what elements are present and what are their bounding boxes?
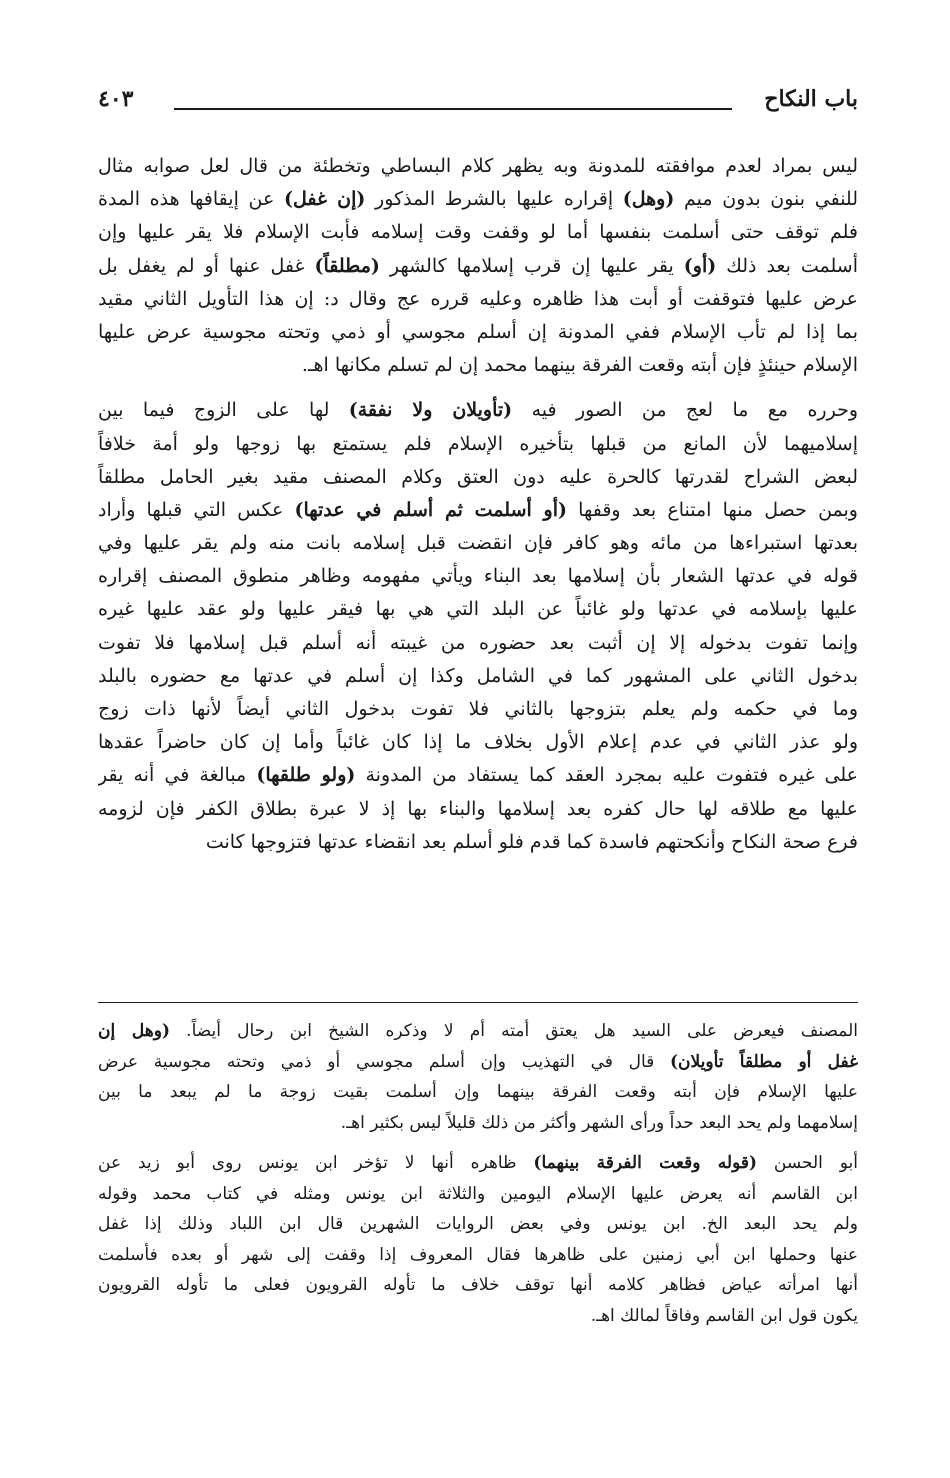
text-run: المصنف فيعرض على السيد هل يعتق أمته أم لا وذكره الشيخ ابن رحال أيضاً. bbox=[170, 1021, 858, 1041]
footnote-separator bbox=[98, 1002, 858, 1003]
text-run: عليها الإسلام فإن أبته وقعت الفرقة بينهما وإن أسلمت بقيت زوجة ما لم يبعد ما بين bbox=[98, 1082, 858, 1102]
text-line bbox=[98, 461, 858, 494]
text-run: بما إذا لم تأب الإسلام ففي المدونة إن أسلم مجوسي أو ذمي وتحته مجوسية عرض عليها bbox=[98, 320, 858, 343]
chapter-title: باب النكاح bbox=[764, 86, 858, 112]
bold-term: (ولو طلقها) bbox=[256, 764, 356, 787]
page-header bbox=[98, 84, 858, 124]
text-line bbox=[98, 150, 858, 183]
text-run: بعدتها استبراءها من مائه وهو كافر فإن انقضت قبل إسلامه بانت منه ولم يقر عليها وفي bbox=[98, 532, 858, 555]
bold-term: (إن غفل) bbox=[283, 188, 366, 211]
text-run: قوله في عدتها الشعار بأن إسلامها بعد البناء ويأتي مفهومه وظاهر منطوق المصنف إقراره bbox=[98, 565, 858, 588]
text-line bbox=[98, 759, 858, 792]
text-run: عنها وحملها ابن أبي زمنين على ظاهرها فقال المعروف إذا وقفت إلى شهر أو بعده فأسلمت bbox=[98, 1244, 858, 1265]
page-number: ٤٠٣ bbox=[98, 86, 134, 112]
footnote-line bbox=[98, 1016, 858, 1047]
text-run: إسلامهما ولم يحد البعد حداً ورأى الشهر وأكثر من ذلك قليلاً ليس بكثير اهـ. bbox=[340, 1112, 858, 1133]
text-run: قال في التهذيب وإن أسلم مجوسي أو ذمي وتحته مجوسية عرض bbox=[98, 1051, 671, 1072]
text-line bbox=[98, 349, 858, 382]
text-line bbox=[98, 283, 858, 316]
text-line bbox=[98, 793, 858, 826]
footnote-line bbox=[98, 1209, 858, 1240]
text-run: فلم توقف حتى أسلمت بنفسها أما لو وقفت وقت إسلامه فأبت الإسلام فلا يقر عليها وإن bbox=[98, 221, 858, 244]
text-run: وما في حكمه ولم يعلم بتزوجها بالثاني فلا تفوت بدخول الثاني أيضاً لأنها ذات زوج bbox=[98, 698, 858, 720]
text-run: إقراره عليها بالشرط المذكور bbox=[365, 188, 623, 211]
text-line bbox=[98, 560, 858, 593]
text-run: يكون قول ابن القاسم وفاقاً لمالك اهـ. bbox=[590, 1305, 858, 1326]
text-run: ابن القاسم أنه يعرض عليها الإسلام اليومين والثلاثة ابن يونس ومثله في كتاب محمد وقوله bbox=[98, 1183, 858, 1204]
footnote-line bbox=[98, 1148, 858, 1179]
text-line bbox=[98, 250, 858, 283]
text-run: عكس التي قبلها وأراد bbox=[98, 498, 295, 521]
bold-term: (تأويلان ولا نفقة) bbox=[348, 399, 513, 422]
text-line bbox=[98, 428, 858, 461]
footnote-line bbox=[98, 1301, 858, 1332]
text-line bbox=[98, 494, 858, 527]
text-run: ظاهره أنها لا تؤخر ابن يونس روى أبو زيد عن bbox=[98, 1153, 534, 1173]
footnote-line bbox=[98, 1108, 858, 1139]
text-line bbox=[98, 593, 858, 626]
main-text bbox=[98, 150, 858, 859]
text-run: وحرره مع ما لعج من الصور فيه bbox=[512, 399, 858, 422]
text-line bbox=[98, 527, 858, 560]
footnote-line bbox=[98, 1270, 858, 1301]
text-line bbox=[98, 216, 858, 249]
text-run: لها على الزوج فيما بين bbox=[98, 399, 349, 422]
header-rule bbox=[174, 108, 732, 110]
text-run: عن إيقافها هذه المدة bbox=[98, 188, 284, 211]
text-run: عليها مع طلاقه لها حال كفره بعد إسلامها والبناء بها إذ لا عبرة بطلاق الكفر فإن لزومه bbox=[98, 797, 858, 820]
text-line bbox=[98, 316, 858, 349]
text-run: يقر عليها إن قرب إسلامها كالشهر bbox=[379, 254, 684, 277]
text-run: إسلاميهما لأن المانع من قبلها بتأخيره الإسلام فلم يستمتع بها زوجها ولو أمة خلافاً bbox=[98, 432, 858, 455]
footnote-line bbox=[98, 1077, 858, 1108]
text-run: على غيره فتفوت عليه بمجرد العقد كما يستفاد من المدونة bbox=[355, 764, 858, 787]
text-run: مبالغة في أنه يقر bbox=[98, 764, 257, 787]
footnote-line bbox=[98, 1047, 858, 1078]
text-run: للنفي بنون بدون ميم bbox=[674, 188, 858, 211]
bold-term: (أو أسلمت ثم أسلم في عدتها) bbox=[294, 498, 567, 521]
text-run: أبو الحسن bbox=[757, 1153, 858, 1173]
text-line bbox=[98, 826, 858, 859]
text-run: ولم يحد البعد الخ. ابن يونس وفي بعض الروايات الشهرين قال ابن اللباد وذلك إذا غفل bbox=[98, 1214, 858, 1234]
footnotes bbox=[98, 1016, 858, 1331]
text-run: عرض عليها فتوقفت أو أبت هذا ظاهره وعليه قرره عج وقال د: إن هذا التأويل الثاني مقيد bbox=[98, 287, 858, 310]
text-line bbox=[98, 183, 858, 216]
footnote-line bbox=[98, 1240, 858, 1271]
text-line bbox=[98, 394, 858, 427]
text-run: لبعض الشراح لقدرتها كالحرة عليه دون العتق وكلام المصنف مقيد بغير الحامل مطلقاً bbox=[98, 465, 858, 488]
text-run: وإنما تفوت بدخوله إلا إن أثبت بعد حضوره من غيبته أنه أسلم قبل إسلامها فلا تفوت bbox=[98, 631, 858, 654]
footnote-paragraph bbox=[98, 1148, 858, 1331]
text-run: أسلمت بعد ذلك bbox=[716, 254, 858, 277]
bold-term: (وهل إن bbox=[98, 1021, 170, 1041]
footnote-line bbox=[98, 1179, 858, 1210]
text-line bbox=[98, 660, 858, 693]
text-run: الإسلام حينئذٍ فإن أبته وقعت الفرقة بينهما محمد إن لم تسلم مكانها اهـ. bbox=[301, 354, 858, 377]
footnote-paragraph bbox=[98, 1016, 858, 1138]
text-run: ليس بمراد لعدم موافقته للمدونة وبه يظهر كلام البساطي وتخطئة من قال لعل صوابه مثال bbox=[98, 155, 858, 177]
text-line bbox=[98, 726, 858, 759]
bold-term: (أو) bbox=[683, 254, 717, 277]
text-run: عليها بإسلامه في عدتها ولو غائباً عن البلد التي هي بها فيقر عليها ولو عقد عليها غيره bbox=[98, 598, 858, 621]
main-paragraph bbox=[98, 150, 858, 382]
main-paragraph bbox=[98, 394, 858, 859]
bold-term: (مطلقاً) bbox=[314, 254, 380, 277]
text-run: وبمن حصل منها امتناع بعد وقفها bbox=[566, 498, 858, 521]
text-run: فرع صحة النكاح وأنكحتهم فاسدة كما قدم فلو أسلم بعد انقضاء عدتها فتزوجها كانت bbox=[205, 830, 858, 853]
text-run: بدخول الثاني على المشهور كما في الشامل وكذا إن أسلم في عدتها مع حضوره بالبلد bbox=[98, 664, 858, 687]
bold-term: (وهل) bbox=[622, 188, 675, 211]
bold-term: غفل أو مطلقاً تأويلان) bbox=[670, 1051, 858, 1072]
text-run: غفل عنها أو لم يغفل بل bbox=[98, 254, 315, 277]
text-line bbox=[98, 627, 858, 660]
text-run: أنها امرأته عياض فظاهر كلامه أنها توقف خلاف ما تأوله القرويون فعلى ما تأوله القرويون bbox=[98, 1275, 858, 1295]
text-run: ولو عذر الثاني في عدم إعلام الأول بخلاف ما إذا كان غائباً وأما إن كان حاضراً عقدها bbox=[98, 731, 858, 754]
text-line bbox=[98, 693, 858, 726]
bold-term: (قوله وقعت الفرقة بينهما) bbox=[533, 1153, 758, 1173]
